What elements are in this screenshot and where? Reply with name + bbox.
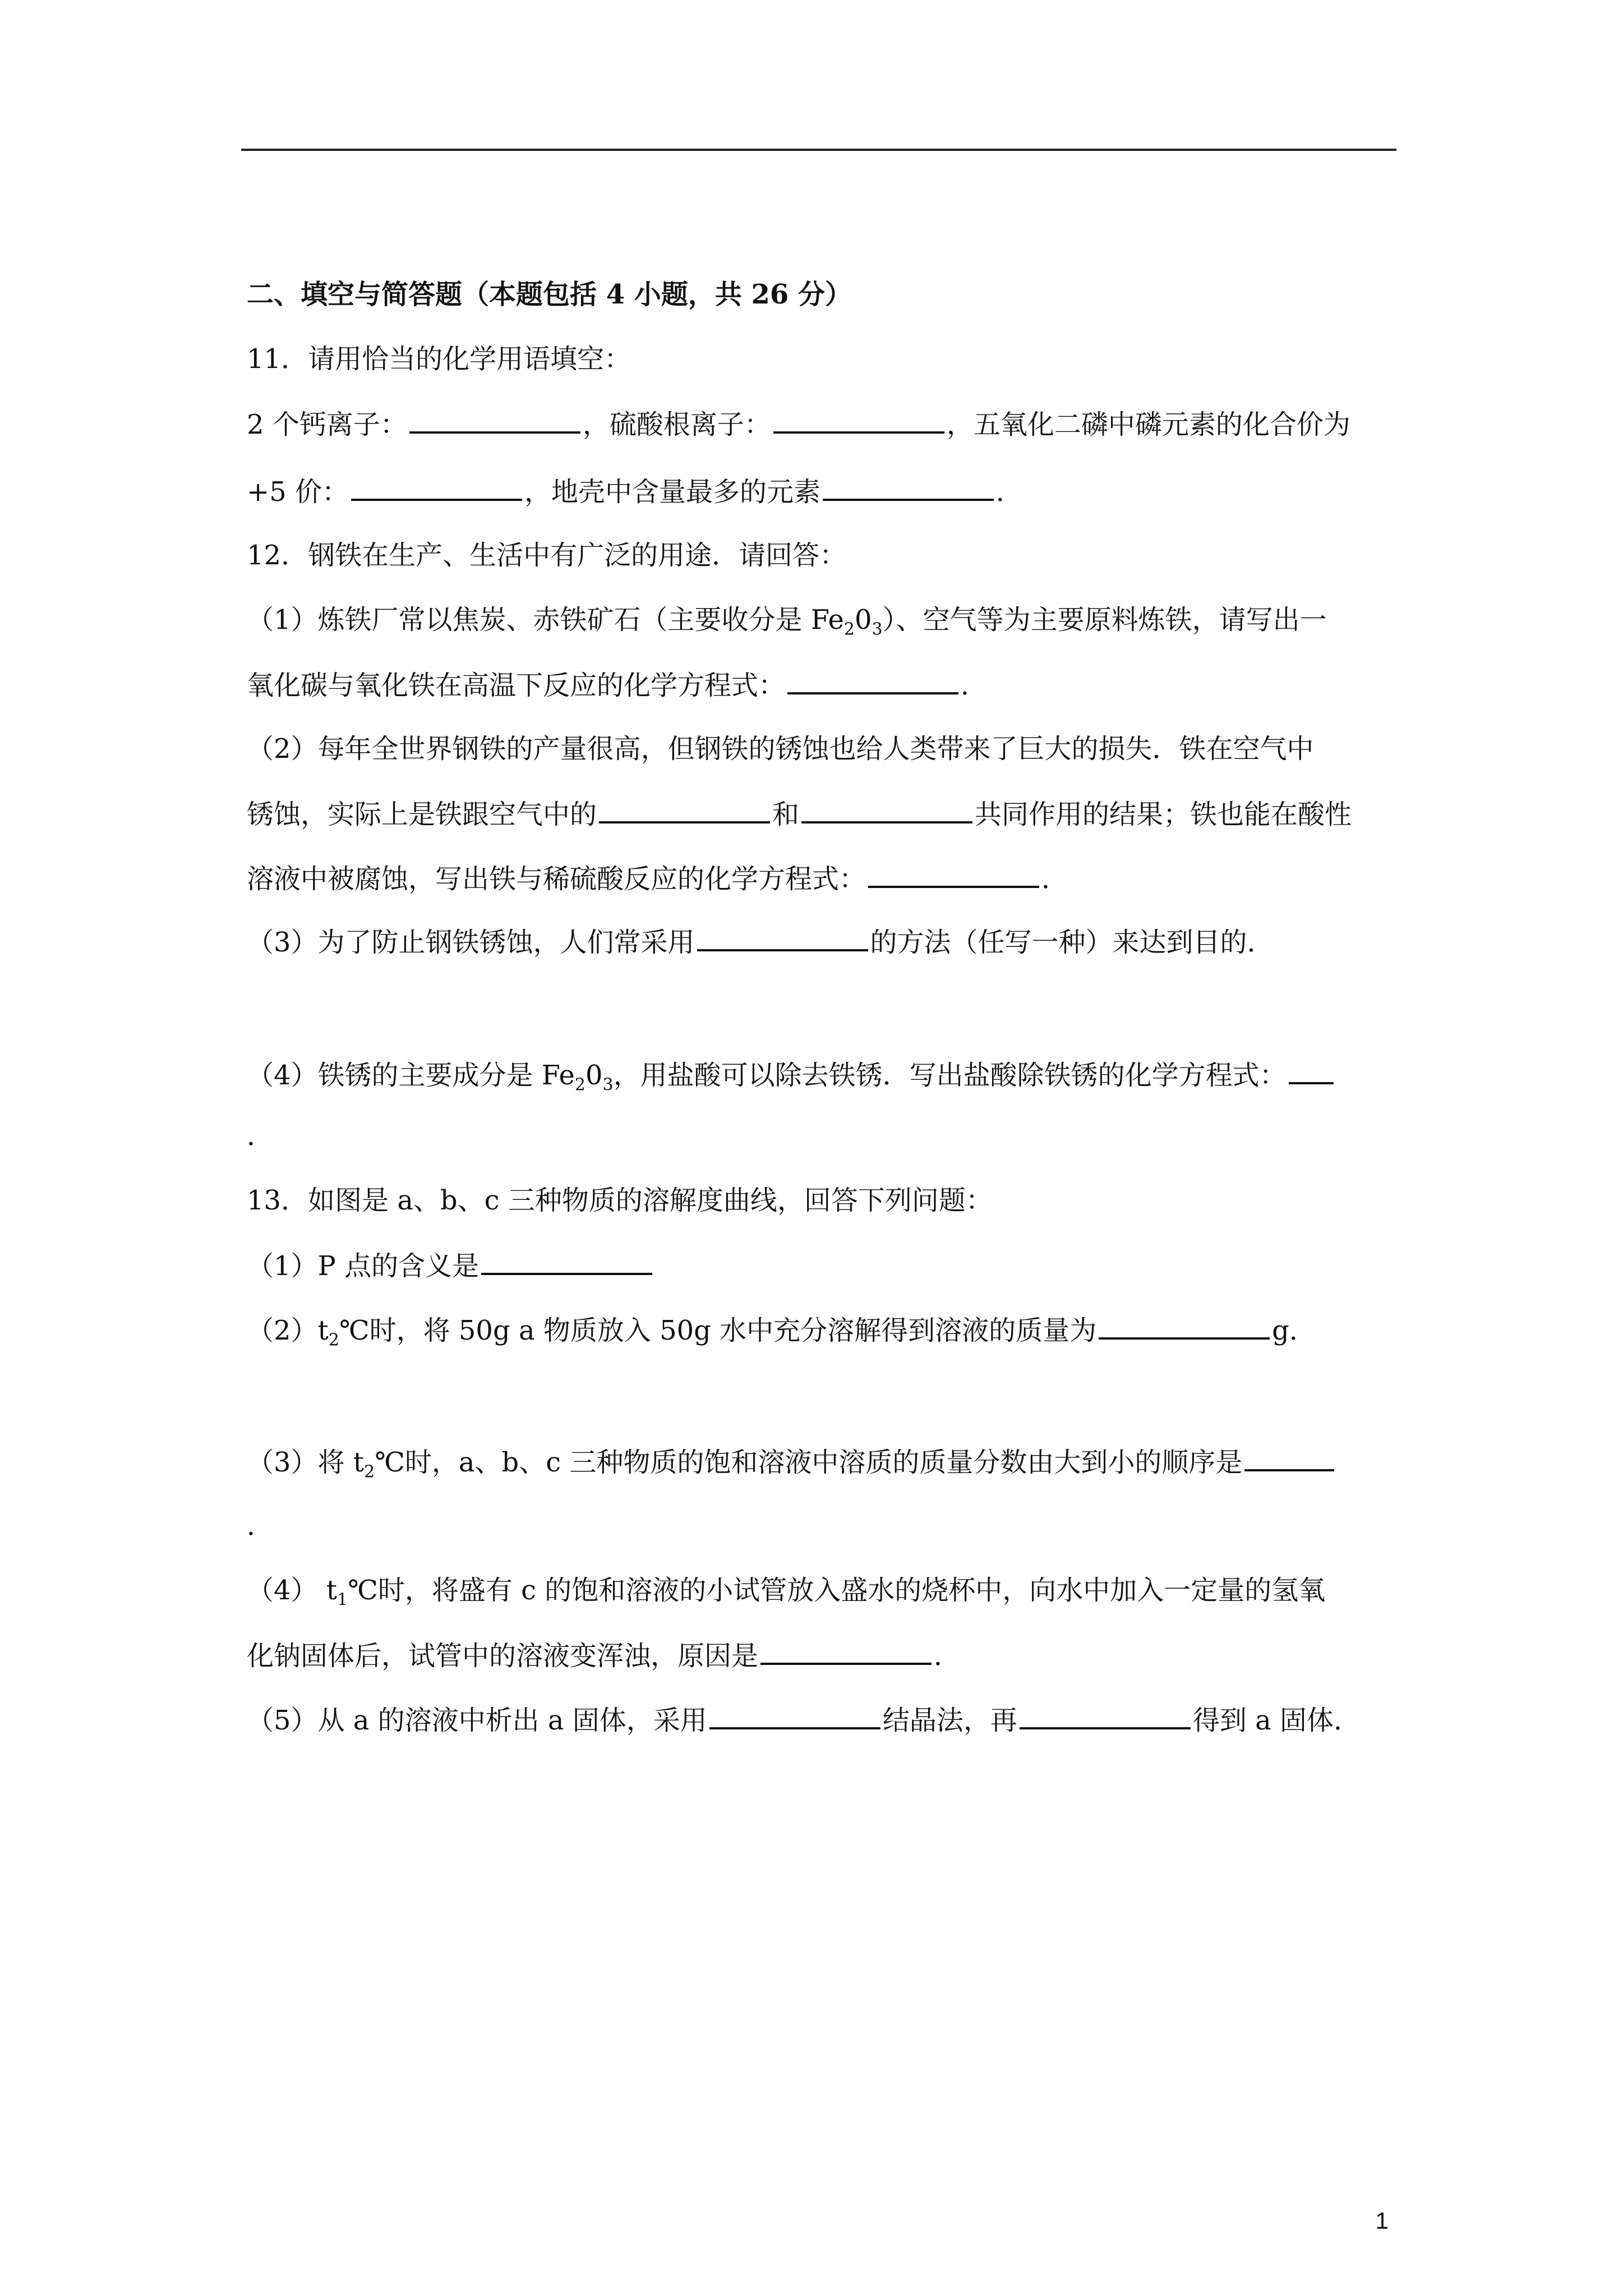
q11-line1 [247,407,1350,441]
text: 0 [585,1060,603,1091]
text: （1）P 点的含义是 [247,1250,479,1282]
answer-blank[interactable] [787,668,958,694]
answer-blank[interactable] [1099,1313,1270,1340]
text: 锈蚀，实际上是铁跟空气中的 [247,799,597,830]
text: 2 个钙离子： [247,409,407,440]
subscript: 2 [364,1462,375,1482]
text: ． [934,1640,961,1672]
text: +5 价： [247,476,349,508]
q13-part2 [247,1313,1316,1350]
text: （4）铁锈的主要成分是 Fe [247,1060,575,1091]
text: （1）炼铁厂常以焦炭、赤铁矿石（主要收分是 Fe [247,604,844,636]
q12-part2-line1: （2）每年全世界钢铁的产量很高，但钢铁的锈蚀也给人类带来了巨大的损失．铁在空气中 [247,733,1314,765]
text: 氧化碳与氧化铁在高温下反应的化学方程式： [247,670,786,701]
q12-part4-line1 [247,1057,1336,1095]
text: 0 [854,604,872,636]
answer-blank[interactable] [1020,1703,1191,1729]
q13-part5 [247,1703,1361,1737]
q11-stem: 11．请用恰当的化学用语填空： [247,343,631,375]
answer-blank[interactable] [760,1638,932,1665]
text: ． [961,670,988,701]
q13-part4-line2 [247,1638,961,1673]
subscript: 2 [843,619,855,639]
text: ，用盐酸可以除去铁锈．写出盐酸除铁锈的化学方程式： [613,1060,1287,1091]
section-title: 二、填空与简答题（本题包括 4 小题，共 26 分） [247,279,852,310]
answer-blank[interactable] [1244,1444,1334,1471]
text: ，五氧化二磷中磷元素的化合价为 [946,409,1350,440]
text: （3）为了防止钢铁锈蚀，人们常采用 [247,927,695,958]
text: （5）从 a 的溶液中析出 a 固体，采用 [247,1705,707,1736]
q13-stem: 13．如图是 a、b、c 三种物质的溶解度曲线，回答下列问题： [247,1185,993,1216]
q12-part2-line3 [247,861,1068,896]
q12-part3 [247,924,1274,959]
text: ，硫酸根离子： [582,409,771,440]
text: 化钠固体后，试管中的溶液变浑浊，原因是 [247,1640,759,1672]
answer-blank[interactable] [481,1248,652,1275]
text: 共同作用的结果；铁也能在酸性 [975,799,1352,830]
q11-line2 [247,474,1023,509]
q12-part4-line2: ． [247,1120,274,1152]
text: （2）t [247,1315,329,1346]
text: ）、空气等为主要原料炼铁，请写出一 [882,604,1327,636]
text: ℃时，将盛有 c 的饱和溶液的小试管放入盛水的烧杯中，向水中加入一定量的氢氧 [348,1575,1326,1606]
answer-blank[interactable] [773,407,944,434]
text: （3）将 t [247,1447,365,1478]
subscript: 2 [574,1075,585,1095]
text: 结晶法，再 [882,1705,1017,1736]
subscript: 1 [337,1590,348,1610]
subscript: 3 [872,619,883,639]
page-number: 1 [1375,2207,1389,2234]
text: ℃时，将 50g a 物质放入 50g 水中充分溶解得到溶液的质量为 [339,1315,1097,1346]
answer-blank[interactable] [1289,1057,1334,1084]
answer-blank[interactable] [599,797,770,823]
subscript: 3 [602,1075,614,1095]
q12-part1-line2 [247,668,988,702]
q12-stem: 12．钢铁在生产、生活中有广泛的用途．请回答： [247,540,847,571]
text: 的方法（任写一种）来达到目的． [870,927,1274,958]
header-rule [241,149,1396,151]
answer-blank[interactable] [801,797,972,823]
answer-blank[interactable] [709,1703,880,1729]
text: 溶液中被腐蚀，写出铁与稀硫酸反应的化学方程式： [247,863,866,895]
text: ． [996,476,1023,508]
text: g． [1272,1315,1316,1346]
q13-part1 [247,1248,654,1283]
q13-part4-line1 [247,1573,1326,1610]
q13-part3-line2: ． [247,1510,274,1542]
text: ，地壳中含量最多的元素 [524,476,821,508]
text: 和 [772,799,800,830]
text: ℃时，a、b、c 三种物质的饱和溶液中溶质的质量分数由大到小的顺序是 [375,1447,1243,1478]
text: （4） t [247,1575,338,1606]
q13-part3-line1 [247,1444,1336,1482]
text: 得到 a 固体． [1192,1705,1361,1736]
answer-blank[interactable] [823,474,994,501]
q12-part1-line1 [247,603,1327,637]
subscript: 2 [328,1330,339,1350]
answer-blank[interactable] [868,861,1039,888]
text: ． [1041,863,1069,895]
answer-blank[interactable] [351,474,522,501]
answer-blank[interactable] [697,924,868,951]
q12-part2-line2 [247,797,1352,831]
answer-blank[interactable] [409,407,580,434]
